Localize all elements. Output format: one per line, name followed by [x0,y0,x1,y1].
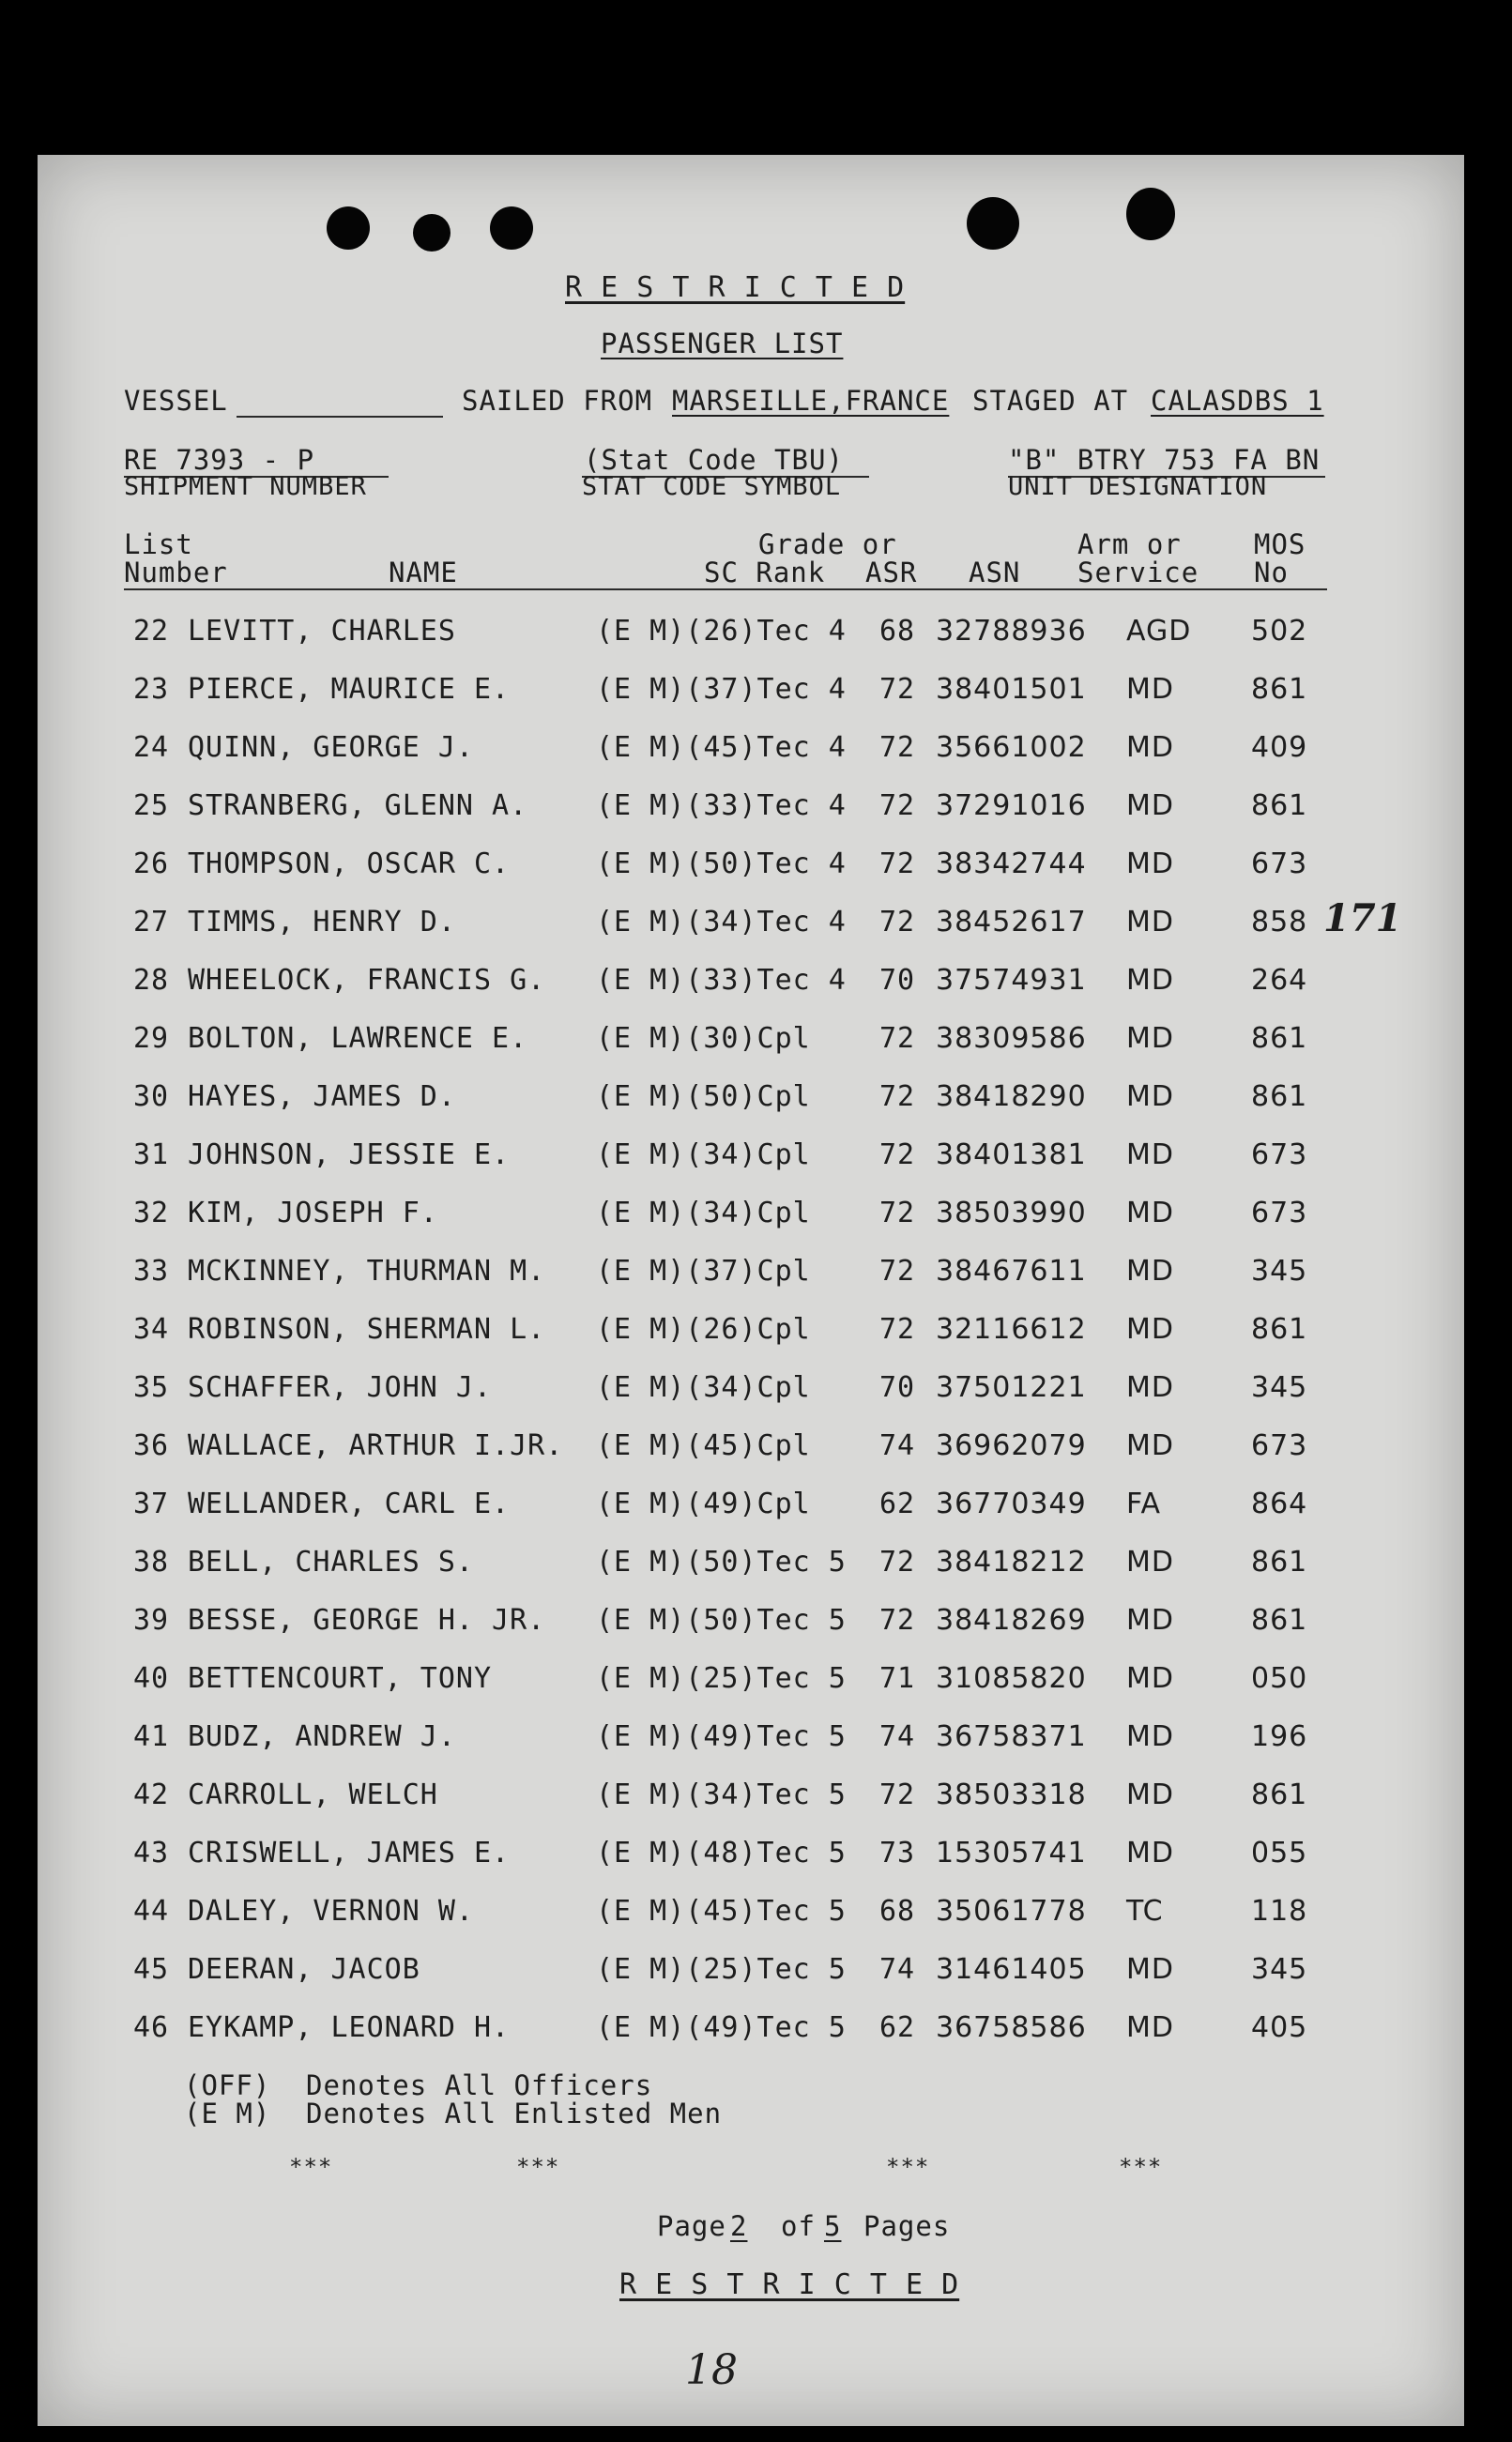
list-number: 34 [133,1313,170,1346]
arm-or-service: MD [1126,1720,1174,1753]
asr: 72 [879,673,916,706]
mos-number: 861 [1251,1080,1308,1113]
mos-number: 196 [1251,1720,1308,1753]
sc-rank: (E M)(48)Tec 5 [596,1837,847,1870]
list-number: 26 [133,847,170,880]
asn: 37501221 [936,1371,1087,1404]
legend-off-text: Denotes All Officers [306,2069,653,2101]
arm-or-service: MD [1126,1662,1174,1695]
asn: 38418212 [936,1546,1087,1579]
table-row [38,1662,1445,1700]
passenger-name: LEVITT, CHARLES [188,615,456,648]
table-row [38,789,1445,827]
asr: 62 [879,2011,916,2044]
passenger-name: HAYES, JAMES D. [188,1080,456,1113]
table-row [38,1080,1445,1118]
separator-stars-2: *** [516,2154,560,2180]
asn: 35661002 [936,731,1087,764]
asr: 68 [879,615,916,648]
arm-or-service: FA [1126,1488,1162,1520]
mos-number: 861 [1251,789,1308,822]
asn: 38467611 [936,1255,1087,1288]
passenger-name: BUDZ, ANDREW J. [188,1720,456,1753]
sailed-from-label: SAILED FROM [462,385,653,417]
asr: 72 [879,1604,916,1637]
sc-rank: (E M)(34)Cpl [596,1371,811,1404]
passenger-name: PIERCE, MAURICE E. [188,673,511,706]
handwritten-margin-mark: 171 [1323,896,1402,940]
sc-rank: (E M)(25)Tec 5 [596,1662,847,1695]
table-row [38,1488,1445,1525]
punch-hole-5 [1126,188,1175,240]
asr: 72 [879,731,916,764]
arm-or-service: MD [1126,964,1174,997]
shipment-number-value: RE 7393 - P [124,444,315,476]
separator-stars-3: *** [886,2154,930,2180]
sc-rank: (E M)(45)Tec 5 [596,1895,847,1928]
asr: 74 [879,1720,916,1753]
passenger-name: BOLTON, LAWRENCE E. [188,1022,528,1055]
sc-rank: (E M)(37)Cpl [596,1255,811,1288]
mos-number: 118 [1251,1895,1308,1928]
arm-or-service: MD [1126,1255,1174,1288]
asr: 72 [879,847,916,880]
arm-or-service: MD [1126,1429,1174,1462]
passenger-name: SCHAFFER, JOHN J. [188,1371,493,1404]
table-row [38,1895,1445,1932]
mos-number: 502 [1251,615,1308,648]
arm-or-service: MD [1126,1138,1174,1171]
mos-number: 264 [1251,964,1308,997]
passenger-name: ROBINSON, SHERMAN L. [188,1313,546,1346]
asn: 35061778 [936,1895,1087,1928]
asn: 38418269 [936,1604,1087,1637]
asr: 72 [879,1546,916,1579]
passenger-name: BETTENCOURT, TONY [188,1662,493,1695]
arm-or-service: MD [1126,1313,1174,1346]
passenger-name: BESSE, GEORGE H. JR. [188,1604,546,1637]
arm-or-service: MD [1126,1604,1174,1637]
asn: 36758371 [936,1720,1087,1753]
arm-or-service: TC [1126,1895,1164,1928]
legend-off-code: (OFF) [184,2069,271,2101]
table-row [38,731,1445,769]
sc-rank: (E M)(25)Tec 5 [596,1953,847,1986]
arm-or-service: MD [1126,789,1174,822]
list-number: 27 [133,906,170,939]
list-number: 30 [133,1080,170,1113]
table-row [38,1197,1445,1234]
mos-number: 861 [1251,1313,1308,1346]
arm-or-service: MD [1126,1778,1174,1811]
asn: 32788936 [936,615,1087,648]
list-number: 28 [133,964,170,997]
punch-hole-3 [490,206,533,250]
sc-rank: (E M)(49)Tec 5 [596,2011,847,2044]
shipment-number-label: SHIPMENT NUMBER [124,472,367,501]
sc-rank: (E M)(26)Tec 4 [596,615,847,648]
col-list-number-1: List [124,528,193,560]
asn: 32116612 [936,1313,1087,1346]
col-arm-2: Service [1077,557,1199,588]
table-row [38,1546,1445,1583]
list-number: 44 [133,1895,170,1928]
sc-rank: (E M)(33)Tec 4 [596,789,847,822]
arm-or-service: MD [1126,906,1174,939]
passenger-name: TIMMS, HENRY D. [188,906,456,939]
asr: 72 [879,1313,916,1346]
passenger-name: QUINN, GEORGE J. [188,731,474,764]
passenger-name: DEERAN, JACOB [188,1953,420,1986]
asr: 62 [879,1488,916,1520]
arm-or-service: MD [1126,731,1174,764]
mos-number: 861 [1251,1778,1308,1811]
mos-number: 673 [1251,1429,1308,1462]
col-list-number-2: Number [124,557,228,588]
sc-rank: (E M)(50)Cpl [596,1080,811,1113]
vessel-label: VESSEL [124,385,228,417]
table-row [38,1837,1445,1874]
unit-designation-value: "B" BTRY 753 FA BN [1008,444,1321,476]
asn: 37574931 [936,964,1087,997]
asr: 72 [879,1080,916,1113]
list-number: 35 [133,1371,170,1404]
sc-rank: (E M)(45)Cpl [596,1429,811,1462]
col-arm-1: Arm or [1077,528,1182,560]
sc-rank: (E M)(37)Tec 4 [596,673,847,706]
list-number: 22 [133,615,170,648]
restricted-footer: R E S T R I C T E D [619,2268,960,2301]
table-row [38,1313,1445,1351]
sc-rank: (E M)(50)Tec 4 [596,847,847,880]
sc-rank: (E M)(49)Tec 5 [596,1720,847,1753]
asn: 36758586 [936,2011,1087,2044]
asn: 38503318 [936,1778,1087,1811]
list-number: 38 [133,1546,170,1579]
list-number: 25 [133,789,170,822]
mos-number: 861 [1251,1022,1308,1055]
list-number: 31 [133,1138,170,1171]
list-number: 45 [133,1953,170,1986]
table-row [38,1778,1445,1816]
mos-number: 345 [1251,1371,1308,1404]
asr: 70 [879,1371,916,1404]
legend-em-text: Denotes All Enlisted Men [306,2098,723,2129]
arm-or-service: MD [1126,1546,1174,1579]
mos-number: 405 [1251,2011,1308,2044]
page-title: PASSENGER LIST [601,328,844,359]
passenger-name: THOMPSON, OSCAR C. [188,847,511,880]
mos-number: 673 [1251,1197,1308,1229]
passenger-name: MCKINNEY, THURMAN M. [188,1255,546,1288]
page-total: 5 [824,2210,842,2242]
sc-rank: (E M)(34)Tec 4 [596,906,847,939]
col-mos-2: No [1254,557,1289,588]
mos-number: 861 [1251,673,1308,706]
separator-stars-1: *** [289,2154,333,2180]
header-underline [124,588,1327,590]
punch-hole-4 [967,197,1019,250]
sc-rank: (E M)(34)Cpl [596,1138,811,1171]
asn: 38452617 [936,906,1087,939]
asr: 72 [879,1022,916,1055]
mos-number: 858 [1251,906,1308,939]
mos-number: 345 [1251,1953,1308,1986]
list-number: 37 [133,1488,170,1520]
table-row [38,1255,1445,1292]
passenger-name: WHEELOCK, FRANCIS G. [188,964,546,997]
sc-rank: (E M)(49)Cpl [596,1488,811,1520]
list-number: 46 [133,2011,170,2044]
pages-word: Pages [863,2210,951,2242]
asn: 36962079 [936,1429,1087,1462]
list-number: 40 [133,1662,170,1695]
sc-rank: (E M)(50)Tec 5 [596,1604,847,1637]
sc-rank: (E M)(34)Tec 5 [596,1778,847,1811]
arm-or-service: MD [1126,1953,1174,1986]
table-row [38,1604,1445,1641]
table-row [38,1429,1445,1467]
passenger-name: STRANBERG, GLENN A. [188,789,528,822]
passenger-name: DALEY, VERNON W. [188,1895,474,1928]
table-row [38,1138,1445,1176]
arm-or-service: MD [1126,673,1174,706]
passenger-name: WELLANDER, CARL E. [188,1488,511,1520]
unit-designation-label: UNIT DESIGNATION [1008,472,1268,501]
mos-number: 050 [1251,1662,1308,1695]
asr: 72 [879,1255,916,1288]
list-number: 39 [133,1604,170,1637]
asr: 72 [879,1197,916,1229]
table-row [38,1720,1445,1758]
asr: 72 [879,906,916,939]
col-mos-1: MOS [1254,528,1306,560]
asr: 74 [879,1953,916,1986]
list-number: 33 [133,1255,170,1288]
table-row [38,2011,1445,2049]
legend-em-code: (E M) [184,2098,271,2129]
list-number: 41 [133,1720,170,1753]
table-row [38,964,1445,1001]
punch-hole-1 [327,206,370,250]
sc-rank: (E M)(45)Tec 4 [596,731,847,764]
asn: 38342744 [936,847,1087,880]
asn: 38503990 [936,1197,1087,1229]
mos-number: 864 [1251,1488,1308,1520]
mos-number: 861 [1251,1546,1308,1579]
staged-at-label: STAGED AT [972,385,1129,417]
document-page [38,155,1464,2426]
table-row [38,615,1445,652]
asn: 38418290 [936,1080,1087,1113]
asr: 72 [879,1138,916,1171]
mos-number: 673 [1251,1138,1308,1171]
page-word: Page [657,2210,726,2242]
table-row [38,673,1445,710]
asr: 70 [879,964,916,997]
table-row [38,906,1445,943]
table-row [38,1371,1445,1409]
sc-rank: (E M)(26)Cpl [596,1313,811,1346]
asn: 37291016 [936,789,1087,822]
mos-number: 861 [1251,1604,1308,1637]
asn: 38309586 [936,1022,1087,1055]
col-asr: ASR [865,557,918,588]
vessel-blank-line [237,416,443,418]
stat-code-value: (Stat Code TBU) [584,444,844,476]
mos-number: 055 [1251,1837,1308,1870]
col-grade-2: SC Rank [704,557,826,588]
asr: 72 [879,1778,916,1811]
sc-rank: (E M)(34)Cpl [596,1197,811,1229]
stat-code-label: STAT CODE SYMBOL [582,472,842,501]
asn: 38401501 [936,673,1087,706]
mos-number: 345 [1251,1255,1308,1288]
col-name: NAME [389,557,458,588]
of-word: of [781,2210,816,2242]
asn: 31085820 [936,1662,1087,1695]
arm-or-service: AGD [1126,615,1192,648]
list-number: 23 [133,673,170,706]
table-row [38,1022,1445,1060]
mos-number: 409 [1251,731,1308,764]
passenger-name: WALLACE, ARTHUR I.JR. [188,1429,564,1462]
arm-or-service: MD [1126,1837,1174,1870]
passenger-name: JOHNSON, JESSIE E. [188,1138,511,1171]
sc-rank: (E M)(50)Tec 5 [596,1546,847,1579]
list-number: 24 [133,731,170,764]
table-row [38,1953,1445,1991]
list-number: 43 [133,1837,170,1870]
col-grade-1: Grade or [758,528,897,560]
asr: 74 [879,1429,916,1462]
list-number: 42 [133,1778,170,1811]
asr: 73 [879,1837,916,1870]
asn: 36770349 [936,1488,1087,1520]
restricted-header: R E S T R I C T E D [565,271,906,304]
sc-rank: (E M)(33)Tec 4 [596,964,847,997]
punch-hole-2 [413,214,451,252]
list-number: 36 [133,1429,170,1462]
asn: 38401381 [936,1138,1087,1171]
arm-or-service: MD [1126,1022,1174,1055]
passenger-name: CARROLL, WELCH [188,1778,438,1811]
separator-stars-4: *** [1119,2154,1163,2180]
asr: 72 [879,789,916,822]
sc-rank: (E M)(30)Cpl [596,1022,811,1055]
page-number: 2 [730,2210,748,2242]
list-number: 32 [133,1197,170,1229]
table-row [38,847,1445,885]
arm-or-service: MD [1126,2011,1174,2044]
arm-or-service: MD [1126,1197,1174,1229]
passenger-name: KIM, JOSEPH F. [188,1197,438,1229]
mos-number: 673 [1251,847,1308,880]
col-asn: ASN [969,557,1021,588]
asr: 68 [879,1895,916,1928]
list-number: 29 [133,1022,170,1055]
arm-or-service: MD [1126,1080,1174,1113]
asr: 71 [879,1662,916,1695]
arm-or-service: MD [1126,1371,1174,1404]
passenger-name: EYKAMP, LEONARD H. [188,2011,511,2044]
passenger-name: CRISWELL, JAMES E. [188,1837,511,1870]
asn: 15305741 [936,1837,1087,1870]
handwritten-bottom-mark: 18 [685,2346,738,2394]
arm-or-service: MD [1126,847,1174,880]
sailed-from-value: MARSEILLE,FRANCE [672,385,950,417]
passenger-name: BELL, CHARLES S. [188,1546,474,1579]
staged-at-value: CALASDBS 1 [1151,385,1324,417]
asn: 31461405 [936,1953,1087,1986]
